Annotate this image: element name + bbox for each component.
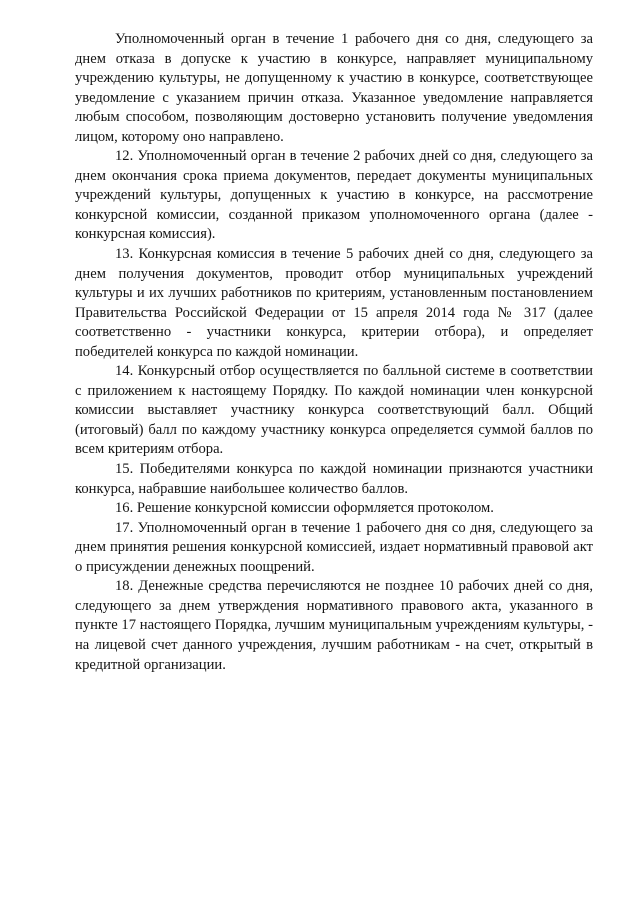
- paragraph-12: 12. Уполномоченный орган в течение 2 рабочих дней со дня, следующего за днем окончания срока приема документов, передает документы муниципальных учреждений культуры, допущенных к участию в конкурсе, на рассмотрение конкурсной комиссии, созданной приказом уполномоченного органа (далее - конкурсная комиссия).: [75, 148, 593, 243]
- paragraph-16: 16. Решение конкурсной комиссии оформляется протоколом.: [115, 500, 494, 517]
- paragraph-14: 14. Конкурсный отбор осуществляется по балльной системе в соответствии с приложением к настоящему Порядку. По каждой номинации член конкурсной комиссии выставляет участнику конкурса соответствующий балл. Общий (итоговый) балл по каждому участнику конкурса определяется суммой баллов по всем критериям отбора.: [75, 363, 593, 458]
- document-body: [75, 30, 593, 675]
- paragraph-17: 17. Уполномоченный орган в течение 1 рабочего дня со дня, следующего за днем принятия решения конкурсной комиссией, издает нормативный правовой акт о присуждении денежных поощрений.: [75, 519, 593, 575]
- paragraph-refusal-notice: Уполномоченный орган в течение 1 рабочего дня со дня, следующего за днем отказа в допуске к участию в конкурсе, направляет муниципальному учреждению культуры, не допущенному к участию в конкурсе, соответствующее уведомление с указанием причин отказа. Указанное уведомление направляется любым способом, позволяющим достоверно установить получение уведомления лицом, которому оно направлено.: [75, 31, 593, 145]
- paragraph-15: 15. Победителями конкурса по каждой номинации признаются участники конкурса, набравшие наибольшее количество баллов.: [75, 461, 593, 497]
- paragraph-18: 18. Денежные средства перечисляются не позднее 10 рабочих дней со дня, следующего за днем утверждения нормативного правового акта, указанного в пункте 17 настоящего Порядка, лучшим муниципальным учреждениям культуры, - на лицевой счет данного учреждения, лучшим работникам - на счет, открытый в кредитной организации.: [75, 578, 593, 673]
- paragraph-13: 13. Конкурсная комиссия в течение 5 рабочих дней со дня, следующего за днем получения документов, проводит отбор муниципальных учреждений культуры и их лучших работников по критериям, установленным постановлением Правительства Российской Федерации от 15 апреля 2014 года № 317 (далее соответственно - участники конкурса, критерии отбора), и определяет победителей конкурса по каждой номинации.: [75, 246, 593, 360]
